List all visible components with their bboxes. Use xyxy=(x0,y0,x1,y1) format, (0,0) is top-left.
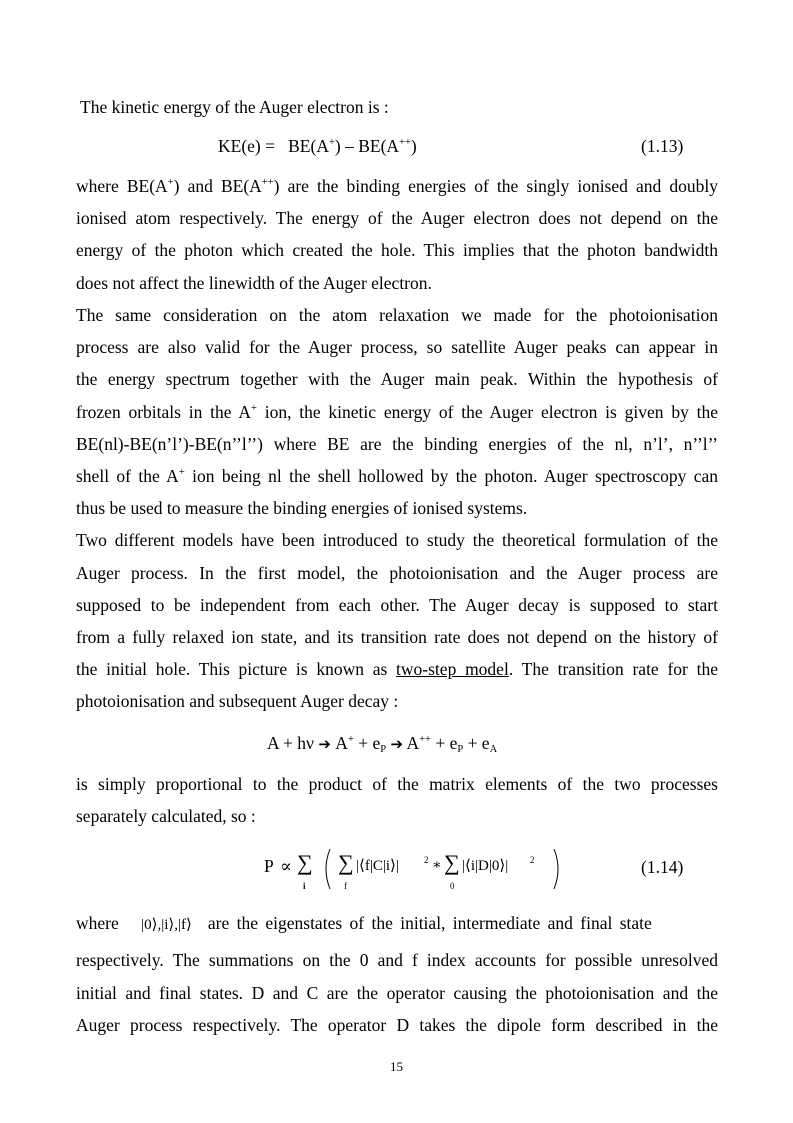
eq113-lhs: KE(e) = xyxy=(218,136,275,156)
superscript: + xyxy=(167,177,174,188)
text-span: where BE(A xyxy=(76,176,168,196)
arrow-icon: ➔ xyxy=(390,735,404,753)
text-span: ion, the kinetic energy of the Auger electron is given by the xyxy=(256,402,718,422)
text-span: ion being nl the shell hollowed by the photon. Auger spectroscopy can xyxy=(184,466,718,486)
text-span: are the eigenstates of the initial, intermediate and final state xyxy=(207,913,652,933)
text-span: A xyxy=(330,733,348,753)
p2-line: thus be used to measure the binding energies of ionised systems. xyxy=(76,498,528,518)
p2-line xyxy=(76,401,718,423)
p1-line: does not affect the linewidth of the Auger electron. xyxy=(76,273,432,293)
p3-line: photoionisation and subsequent Auger decay : xyxy=(76,691,399,711)
intro-text: The kinetic energy of the Auger electron is : xyxy=(80,97,389,117)
p5-line xyxy=(76,912,718,936)
eq113-part: ) – BE(A xyxy=(334,136,400,156)
superscript: ++ xyxy=(261,177,274,188)
p2-line xyxy=(76,465,718,487)
p3-line: Two different models have been introduced to study the theoretical formulation of the xyxy=(76,530,718,550)
equation-1-14 xyxy=(264,845,535,895)
sum-symbol: ∑ xyxy=(297,850,313,875)
matrix-element-D: |⟨i|D|0⟩| xyxy=(462,858,509,874)
eq113-part: BE(A xyxy=(288,136,329,156)
p5-line: respectively. The summations on the 0 and f index accounts for possible unresolved xyxy=(76,950,718,970)
equation-number-1-13: (1.13) xyxy=(641,136,684,156)
eq113-part: ) xyxy=(410,136,417,156)
sum-index-i: i xyxy=(303,881,306,891)
p2-line: process are also valid for the Auger process, so satellite Auger peaks can appear in xyxy=(76,337,718,357)
two-step-model-term: two-step model xyxy=(396,659,509,679)
text-span: ) and BE(A xyxy=(173,176,262,196)
p3-line: supposed to be independent from each other. The Auger decay is supposed to start xyxy=(76,595,718,615)
p2-line: The same consideration on the atom relaxation we made for the photoionisation xyxy=(76,305,718,325)
text-span: shell of the A xyxy=(76,466,179,486)
equation-number-1-14: (1.14) xyxy=(641,857,684,877)
p3-line: Auger process. In the first model, the photoionisation and the Auger process are xyxy=(76,563,718,583)
p5-line: Auger process respectively. The operator D takes the dipole form described in the xyxy=(76,1015,718,1035)
sum-symbol: ∑ xyxy=(444,850,460,875)
text-span: + e xyxy=(353,733,381,753)
superscript: + xyxy=(178,467,185,478)
p3-line: from a fully relaxed ion state, and its transition rate does not depend on the history of xyxy=(76,627,718,647)
subscript: P xyxy=(457,744,464,755)
sum-index-f: f xyxy=(344,881,347,891)
text-span: where xyxy=(76,913,119,933)
sum-symbol: ∑ xyxy=(338,850,354,875)
p2-line: BE(nl)-BE(n’l’)-BE(n’’l’’) where BE are the binding energies of the nl, n’l’, n’’l’’ xyxy=(76,434,718,454)
p5-line: initial and final states. D and C are the operator causing the photoionisation and the xyxy=(76,983,718,1003)
subscript: A xyxy=(489,744,498,755)
text-span: + e xyxy=(430,733,458,753)
eq114-prop: ∝ xyxy=(280,856,292,876)
p3-line xyxy=(76,658,718,680)
superscript: + xyxy=(251,403,257,414)
matrix-element-C: |⟨f|C|i⟩| xyxy=(356,858,399,874)
equation-1-13 xyxy=(218,135,417,157)
times-symbol: ∗ xyxy=(432,858,442,873)
p4-line: is simply proportional to the product of the matrix elements of the two processes xyxy=(76,774,718,794)
arrow-icon: ➔ xyxy=(318,735,331,753)
state-kets: |0⟩,|i⟩,|f⟩ xyxy=(141,917,192,933)
eq113-sup: ++ xyxy=(399,137,411,148)
page-number: 15 xyxy=(390,1059,403,1074)
superscript: ++ xyxy=(419,734,431,745)
text-span: the initial hole. This picture is known as xyxy=(76,659,397,679)
text-span: A + hν xyxy=(267,733,319,753)
eq114-P: P xyxy=(264,856,274,876)
eq113-sup: + xyxy=(328,137,335,148)
text-span: ) are the binding energies of the singly ionised and doubly xyxy=(273,176,718,196)
reaction-equation xyxy=(267,732,497,755)
square-exponent: 2 xyxy=(530,855,535,865)
text-span: + e xyxy=(463,733,490,753)
p1-line: energy of the photon which created the hole. This implies that the photon bandwidth xyxy=(76,240,718,260)
square-exponent: 2 xyxy=(424,855,429,865)
subscript: P xyxy=(380,744,387,755)
text-span: . The transition rate for the xyxy=(508,659,718,679)
p4-line: separately calculated, so : xyxy=(76,806,256,826)
p1-line: ionised atom respectively. The energy of the Auger electron does not depend on the xyxy=(76,208,718,228)
text-span: frozen orbitals in the A xyxy=(76,402,252,422)
superscript: + xyxy=(347,734,354,745)
text-span: A xyxy=(403,733,420,753)
p1-line xyxy=(76,175,718,197)
p2-line: the energy spectrum together with the Auger main peak. Within the hypothesis of xyxy=(76,369,718,389)
sum-index-0: 0 xyxy=(450,881,455,891)
